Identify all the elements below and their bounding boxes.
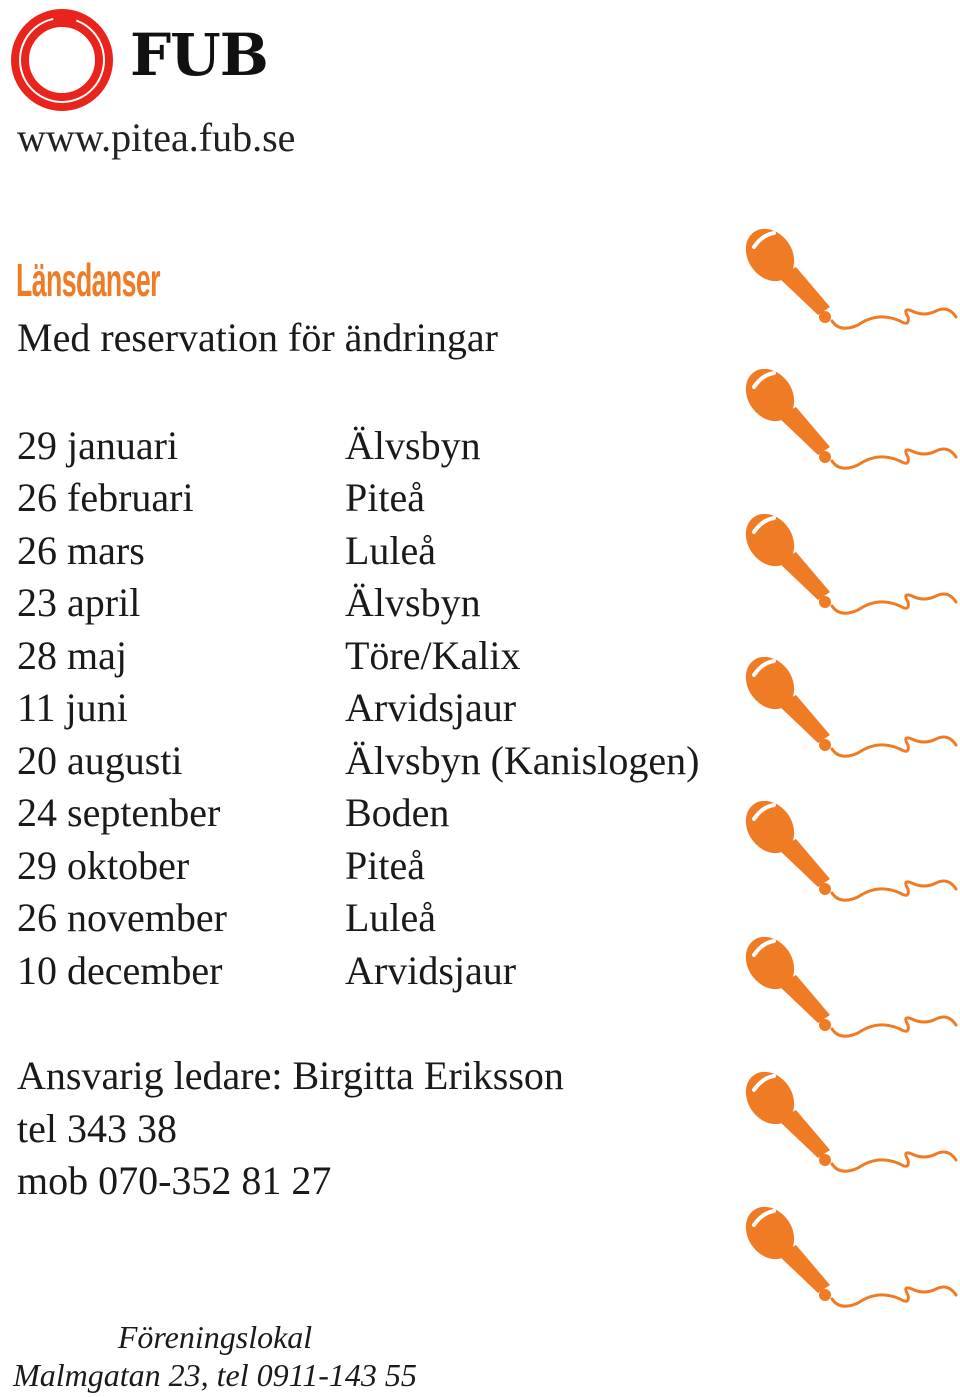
mobile-number: mob 070-352 81 27 — [17, 1158, 332, 1203]
schedule-place: Piteå — [345, 475, 425, 521]
schedule-row — [17, 734, 699, 787]
website-link[interactable]: www.pitea.fub.se — [17, 115, 296, 160]
microphone-icon — [740, 1197, 956, 1306]
venue-info — [0, 1318, 430, 1394]
schedule-date: 29 januari — [17, 422, 179, 468]
microphone-icon — [740, 225, 956, 328]
schedule-row — [17, 577, 699, 630]
schedule-date: 23 april — [17, 580, 141, 626]
phone-number: tel 343 38 — [17, 1105, 177, 1151]
microphone-icon — [740, 504, 956, 613]
schedule-date: 29 oktober — [17, 842, 190, 888]
schedule-date: 10 december — [17, 947, 223, 993]
schedule-place: Töre/Kalix — [345, 632, 521, 678]
schedule-place: Luleå — [345, 527, 437, 573]
schedule-date: 26 februari — [17, 475, 194, 521]
schedule-date: 26 mars — [17, 527, 145, 573]
microphone-icon — [740, 647, 956, 756]
microphone-icon — [740, 359, 956, 468]
venue-address: Malmgatan 23, tel 0911-143 55 — [13, 1357, 417, 1393]
schedule-place: Älvsbyn — [345, 422, 481, 468]
schedule-place: Älvsbyn — [345, 580, 481, 626]
schedule-row — [17, 682, 699, 735]
schedule-place: Arvidsjaur — [345, 947, 517, 993]
microphone-icon — [740, 791, 956, 900]
venue-label: Föreningslokal — [117, 1319, 313, 1355]
microphone-icon — [740, 1062, 956, 1171]
microphone-column — [740, 225, 960, 1325]
schedule-row — [17, 419, 699, 472]
schedule-date: 28 maj — [17, 632, 127, 678]
schedule-date: 26 november — [17, 895, 227, 941]
page-title: Länsdanser — [16, 254, 160, 306]
schedule-row — [17, 892, 699, 945]
schedule-place: Boden — [345, 790, 450, 836]
dance-schedule — [17, 419, 699, 997]
schedule-date: 20 augusti — [17, 737, 183, 783]
schedule-row — [17, 524, 699, 577]
fub-logo — [8, 6, 288, 114]
subtitle: Med reservation för ändringar — [17, 315, 498, 360]
schedule-date: 11 juni — [17, 685, 128, 731]
schedule-date: 24 septenber — [17, 790, 221, 836]
schedule-row — [17, 839, 699, 892]
schedule-place: Älvsbyn (Kanislogen) — [345, 737, 700, 783]
schedule-row — [17, 787, 699, 840]
schedule-place: Arvidsjaur — [345, 685, 517, 731]
leader-name: Ansvarig ledare: Birgitta Eriksson — [17, 1053, 564, 1098]
schedule-row — [17, 944, 699, 997]
logo-ring-icon — [8, 6, 128, 114]
schedule-place: Luleå — [345, 895, 437, 941]
contact-info — [17, 1050, 564, 1208]
schedule-row — [17, 472, 699, 525]
microphone-icon — [740, 927, 956, 1036]
schedule-row — [17, 629, 699, 682]
schedule-place: Piteå — [345, 842, 425, 888]
logo-text: FUB — [130, 21, 268, 89]
